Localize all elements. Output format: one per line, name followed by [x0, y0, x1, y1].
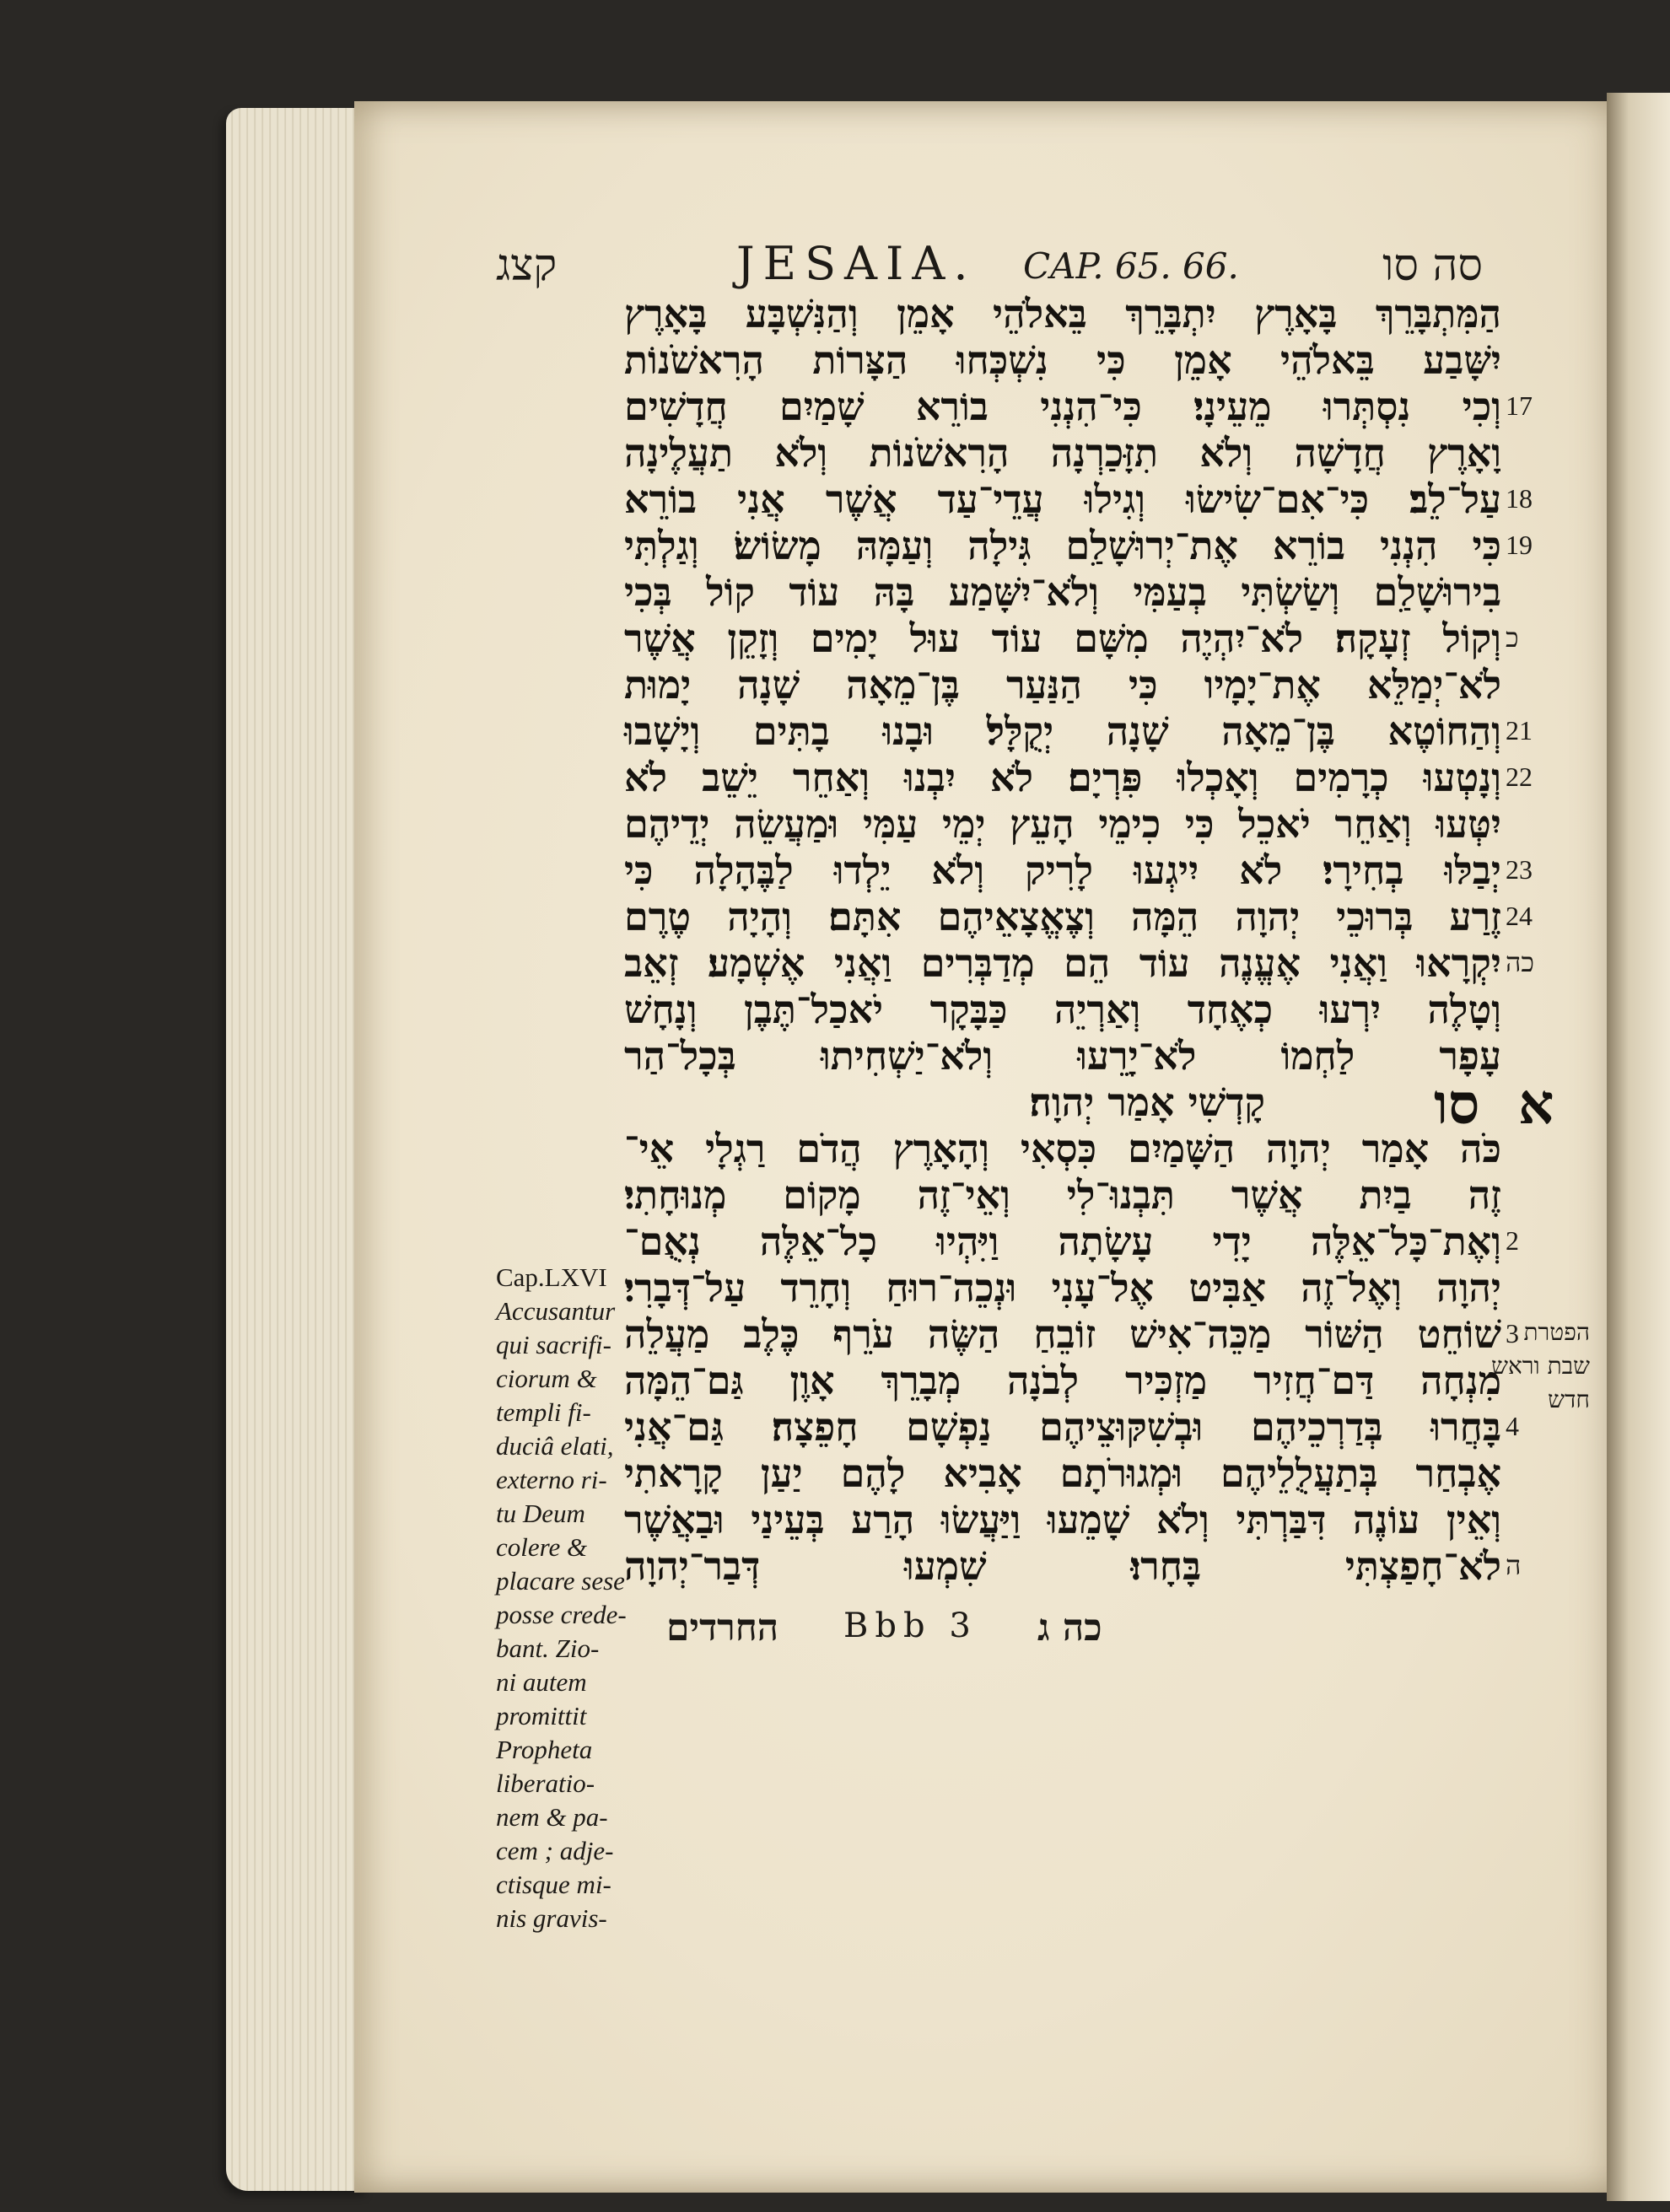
text-line [624, 384, 1501, 430]
verse-number: כ [1506, 622, 1519, 653]
text-line [624, 616, 1501, 662]
text-line-content: וְקוֹל זְעָקָה׃ לֹא־יִהְיֶה מִשָּׁם עוֹד עוּל יָמִים וְזָקֵן אֲשֶׁר [624, 616, 1501, 661]
text-line [624, 1126, 1501, 1172]
text-line [624, 1265, 1501, 1311]
text-line-content: הַמִּתְבָּרֵךְ בָּאָרֶץ יִתְבָּרֵךְ בֵּאלֹהֵי אָמֵן וְהַנִּשְׁבָּע בָּאָרֶץ [624, 291, 1501, 336]
text-line [624, 755, 1501, 801]
margin-note-line: bant. Zio- [496, 1633, 600, 1663]
text-line [624, 848, 1501, 894]
text-line [624, 1311, 1501, 1358]
text-line-content: זֶה בַיִת אֲשֶׁר תִּבְנוּ־לִי וְאֵי־זֶה מָקוֹם מְנוּחָתִי׃ [624, 1172, 1501, 1218]
text-line [624, 1219, 1501, 1265]
text-line [624, 1497, 1501, 1543]
margin-note-line: externo ri- [496, 1465, 607, 1494]
text-line-content: לֹא־חָפַצְתִּי בָּחָרוּ׃ שִׁמְעוּ דְּבַר־יְהוָה [624, 1543, 1501, 1589]
text-line [624, 1033, 1501, 1079]
margin-note-line: cem ; adje- [496, 1836, 614, 1865]
margin-note-line: Accusantur [496, 1296, 616, 1326]
verse-number: 21 [1506, 715, 1533, 745]
text-line [624, 987, 1501, 1033]
text-line [624, 1543, 1501, 1590]
text-line-content: וְנָטְעוּ כְרָמִים וְאָכְלוּ פִּרְיָם׃ לֹא יִבְנוּ וְאַחֵר יֵשֵׁב לֹא [624, 755, 1501, 800]
verse-number: 17 [1506, 390, 1533, 421]
verse-number: 2 [1506, 1225, 1519, 1256]
text-line-content: לֹא־יְמַלֵּא אֶת־יָמָיו כִּי הַנַּעַר בֶּן־מֵאָה שָׁנָה יָמוּת [624, 662, 1501, 708]
text-line [624, 523, 1501, 569]
text-line [624, 708, 1501, 755]
text-line-content: וְאֶת־כָּל־אֵלֶּה יָדִי עָשָׂתָה וַיִּהְיוּ כָל־אֵלֶּה נְאֻם־ [624, 1219, 1501, 1264]
margin-note-line: posse crede- [496, 1600, 627, 1629]
margin-note-line: nis gravis- [496, 1903, 607, 1933]
haftarah-note-line: שבת וראש [1491, 1352, 1590, 1380]
text-line [624, 476, 1501, 523]
margin-note-line: liberatio- [496, 1768, 595, 1798]
text-line [624, 894, 1501, 940]
margin-note-line: nem & pa- [496, 1802, 608, 1832]
verse-number: כה [1506, 947, 1535, 977]
verse-number: 18 [1506, 483, 1533, 514]
text-line-content: שׁוֹחֵט הַשּׁוֹר מַכֵּה־אִישׁ זוֹבֵחַ הַשֶּׂה עֹרֵף כֶּלֶב מַעֲלֵה [624, 1311, 1501, 1357]
chapter-hebrew: סה סו [1382, 240, 1483, 291]
hebrew-text-block [624, 291, 1501, 1590]
margin-note-line: duciâ elati, [496, 1431, 614, 1461]
haftarah-note-line: חדש [1548, 1386, 1590, 1413]
text-line [624, 801, 1501, 848]
text-line-content: אֶבְחַר בְּתַעֲלֻלֵיהֶם וּמְגוּרֹתָם אָבִיא לָהֶם יַעַן קָרָאתִי [624, 1450, 1501, 1496]
verse-number: ה [1506, 1550, 1522, 1580]
margin-note-latin [496, 1261, 631, 1935]
text-line-content: וָאָרֶץ חֲדָשָׁה וְלֹא תִזָּכַרְנָה הָרִאשֹׁנוֹת וְלֹא תַעֲלֶינָה [624, 430, 1501, 476]
margin-note-line: ni autem [496, 1667, 587, 1697]
margin-note-line: Propheta [496, 1735, 593, 1764]
text-line-content: בָּחֲרוּ בְּדַרְכֵיהֶם וּבְשִׁקּוּצֵיהֶם נַפְשָׁם חָפֵצָה׃ גַּם־אֲנִי [624, 1404, 1501, 1450]
verse-number: 19 [1506, 530, 1533, 560]
text-line-content: וְאֵין עוֹנֶה דִּבַּרְתִּי וְלֹא שָׁמֵעוּ וַיַּעֲשׂוּ הָרַע בְּעֵינַי וּבַאֲשֶׁר [624, 1497, 1501, 1542]
catchword: החרדים [666, 1607, 779, 1650]
margin-note-line: tu Deum [496, 1499, 585, 1528]
text-line-content: וְהַחוֹטֶא בֶּן־מֵאָה שָׁנָה יְקֻלָּל׃ וּבָנוּ בָתִּים וְיָשָׁבוּ [624, 708, 1501, 754]
verse-number: 4 [1506, 1411, 1519, 1441]
text-line [624, 940, 1501, 987]
footer-right-mark: כה ג [1037, 1607, 1102, 1650]
verse-number: 3 [1506, 1318, 1519, 1348]
text-line-content: עָפָר לַחְמוֹ לֹא־יָרֵעוּ וְלֹא־יַשְׁחִיתוּ בְּכָל־הַר [624, 1033, 1501, 1079]
text-line [624, 337, 1501, 384]
margin-note-line: templi fi- [496, 1397, 591, 1427]
text-line-content: קָדְשִׁי אָמַר יְהוָה׃ [1029, 1079, 1265, 1125]
text-line [624, 1079, 1501, 1126]
page-edges [226, 108, 369, 2191]
signature-mark: Bbb 3 [843, 1607, 978, 1645]
margin-note-line: colere & [496, 1532, 588, 1562]
margin-note-line: promittit [496, 1701, 587, 1730]
chapter-marker-hebrew: סו [1434, 1071, 1480, 1137]
chapter-marker-letter: א [1518, 1071, 1554, 1137]
text-line-content: כֹּה אָמַר יְהוָה הַשָּׁמַיִם כִּסְאִי וְהָאָרֶץ הֲדֹם רַגְלָי אֵי־ [624, 1126, 1501, 1171]
text-line-content: יִשָּׁבַע בֵּאלֹהֵי אָמֵן כִּי נִשְׁכְּחוּ הַצָּרוֹת הָרִאשֹׁנוֹת [624, 337, 1501, 383]
text-line-content: יִקְרָאוּ וַאֲנִי אֶעֱנֶה עוֹד הֵם מְדַבְּרִים וַאֲנִי אֶשְׁמָע׃ זְאֵב [624, 940, 1501, 986]
text-line-content: מִנְחָה דַּם־חֲזִיר מַזְכִּיר לְבֹנָה מְבָרֵךְ אָוֶן גַּם־הֵמָּה [624, 1358, 1501, 1403]
margin-note-lines [496, 1294, 631, 1935]
text-line-content: כִּי הִנְנִי בוֹרֵא אֶת־יְרוּשָׁלִַם גִּילָה וְעַמָּהּ מָשׂוֹשׂ׃ וְגַלְתִּי [624, 523, 1501, 568]
text-line [624, 291, 1501, 337]
text-line-content: יִטְּעוּ וְאַחֵר יֹאכֵל כִּי כִימֵי הָעֵץ יְמֵי עַמִּי וּמַעֲשֵׂה יְדֵיהֶם [624, 801, 1501, 847]
text-line-content: וְטָלֶה יִרְעוּ כְאֶחָד וְאַרְיֵה כַּבָּקָר יֹאכַל־תֶּבֶן וְנָחָשׁ [624, 987, 1501, 1032]
text-line [624, 1172, 1501, 1219]
margin-note-caption: Cap.LXVI [496, 1262, 607, 1292]
haftarah-note-line: הפטרת [1523, 1318, 1590, 1346]
text-line-content: בִירוּשָׁלִַם וְשַׂשְׂתִּי בְעַמִּי וְלֹא־יִשָּׁמַע בָּהּ עוֹד קוֹל בְּכִי [624, 569, 1501, 615]
text-line [624, 1358, 1501, 1404]
margin-note-line: qui sacrifi- [496, 1330, 611, 1359]
margin-note-line: ctisque mi- [496, 1870, 611, 1899]
text-line [624, 430, 1501, 476]
text-line [624, 1404, 1501, 1450]
margin-note-line: ciorum & [496, 1364, 597, 1393]
text-line [624, 662, 1501, 708]
verse-number: 24 [1506, 901, 1533, 931]
folio-number: קצג [496, 240, 558, 291]
margin-note-line: placare sese [496, 1566, 625, 1596]
chapter-reference: CAP. 65. 66. [1023, 245, 1239, 287]
text-line-content: יְבַלּוּ בְחִירָי׃ לֹא יִיגְעוּ לָרִיק וְלֹא יֵלְדוּ לַבֶּהָלָה כִּי [624, 848, 1501, 893]
text-line-content: וְכִי נִסְתְּרוּ מֵעֵינָי׃ כִּי־הִנְנִי בוֹרֵא שָׁמַיִם חֲדָשִׁים [624, 384, 1501, 429]
text-line-content: עַל־לֵב׃ כִּי־אִם־שִׂישׂוּ וְגִילוּ עֲדֵי־עַד אֲשֶׁר אֲנִי בוֹרֵא [624, 476, 1501, 522]
book-gutter [1607, 93, 1670, 2201]
verse-number: 22 [1506, 762, 1533, 792]
verse-number: 23 [1506, 854, 1533, 885]
text-line [624, 1450, 1501, 1497]
text-line-content: יְהוָה וְאֶל־זֶה אַבִּיט אֶל־עָנִי וּנְכֵה־רוּחַ וְחָרֵד עַל־דְּבָרִי׃ [624, 1265, 1501, 1311]
text-line [624, 569, 1501, 616]
book-title: JESAIA. [736, 237, 977, 290]
text-line-content: זֶרַע בְּרוּכֵי יְהוָה הֵמָּה וְצֶאֱצָאֵיהֶם אִתָּם׃ וְהָיָה טֶרֶם [624, 894, 1501, 939]
